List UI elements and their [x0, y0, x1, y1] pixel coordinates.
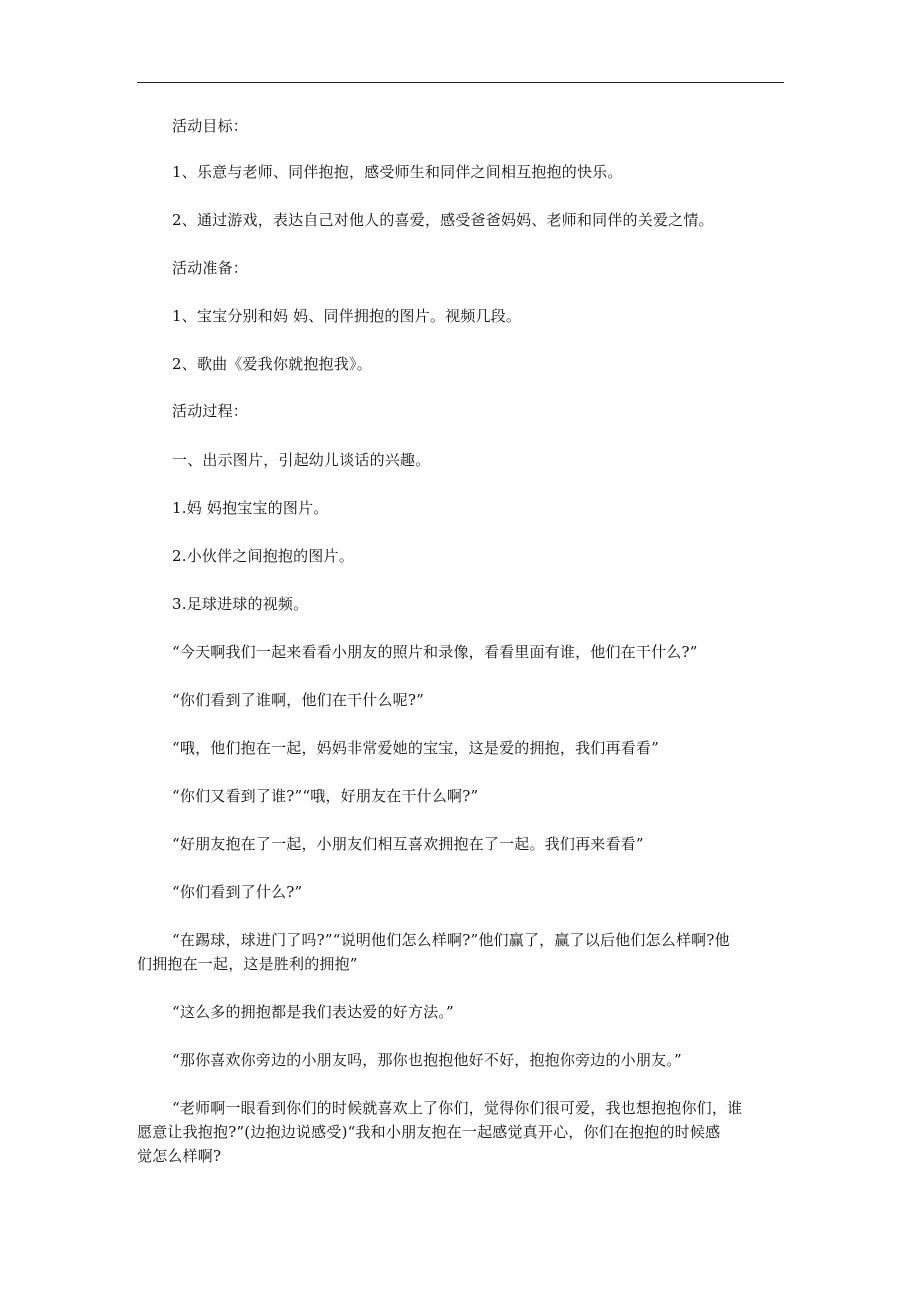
dialogue-quote-6: “你们看到了什么?”: [172, 883, 303, 901]
dialogue-quote-3: “哦，他们抱在一起，妈妈非常爱她的宝宝，这是爱的拥抱，我们再看看”: [172, 739, 659, 757]
heading-activity-prep: 活动准备：: [172, 259, 249, 277]
dialogue-quote-2: “你们看到了谁啊，他们在干什么呢?”: [172, 691, 424, 709]
dialogue-quote-4: “你们又看到了谁?”“哦，好朋友在干什么啊?”: [172, 787, 479, 805]
process-step-1: 一、出示图片，引起幼儿谈话的兴趣。: [172, 451, 431, 469]
header-rule: [137, 82, 784, 83]
dialogue-quote-7-line-1: “在踢球，球进门了吗?”“说明他们怎么样啊?”他们赢了，赢了以后他们怎么样啊?他: [172, 931, 730, 949]
heading-activity-goal: 活动目标：: [172, 117, 249, 135]
heading-activity-process: 活动过程：: [172, 402, 249, 420]
dialogue-quote-8: “这么多的拥抱都是我们表达爱的好方法。”: [172, 1003, 454, 1021]
dialogue-quote-1: “今天啊我们一起来看看小朋友的照片和录像，看看里面有谁，他们在干什么?”: [172, 643, 698, 661]
process-item-2: 2.小伙伴之间抱抱的图片。: [172, 547, 354, 565]
prep-item-2: 2、歌曲《爱我你就抱抱我》。: [172, 355, 372, 373]
dialogue-quote-7-line-2: 们拥抱在一起，这是胜利的拥抱”: [137, 955, 358, 973]
goal-item-1: 1、乐意与老师、同伴抱抱，感受师生和同伴之间相互抱抱的快乐。: [172, 163, 623, 181]
process-item-1: 1.妈 妈抱宝宝的图片。: [172, 499, 329, 517]
process-item-3: 3.足球进球的视频。: [172, 595, 309, 613]
dialogue-quote-10-line-3: 觉怎么样啊?: [137, 1147, 222, 1165]
prep-item-1: 1、宝宝分别和妈 妈、同伴拥抱的图片。视频几段。: [172, 307, 522, 325]
dialogue-quote-10-line-1: “老师啊一眼看到你们的时候就喜欢上了你们，觉得你们很可爱，我也想抱抱你们，谁: [172, 1099, 743, 1117]
goal-item-2: 2、通过游戏，表达自己对他人的喜爱，感受爸爸妈妈、老师和同伴的关爱之情。: [172, 211, 714, 229]
dialogue-quote-5: “好朋友抱在了一起，小朋友们相互喜欢拥抱在了一起。我们再来看看”: [172, 835, 644, 853]
dialogue-quote-10-line-2: 愿意让我抱抱?”(边抱边说感受)“我和小朋友抱在一起感觉真开心，你们在抱抱的时候感: [137, 1123, 721, 1141]
dialogue-quote-9: “那你喜欢你旁边的小朋友吗，那你也抱抱他好不好，抱抱你旁边的小朋友。”: [172, 1051, 682, 1069]
